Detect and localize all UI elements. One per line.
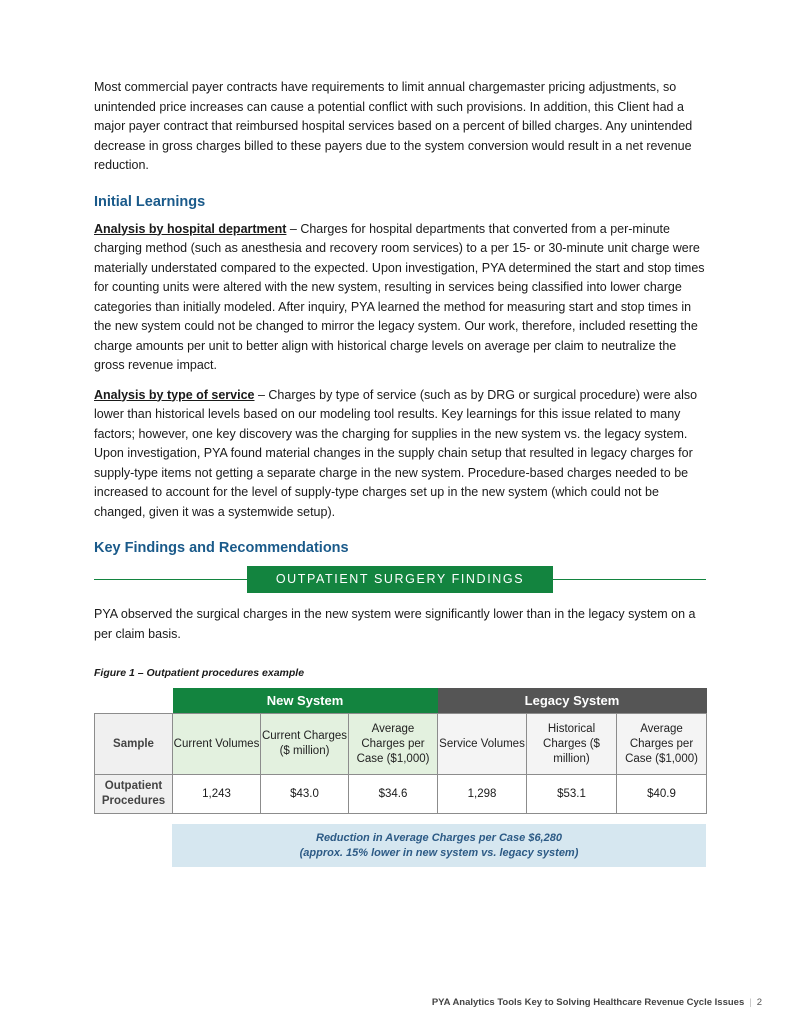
service-volumes-header: Service Volumes [438, 714, 527, 775]
service-analysis-text: – Charges by type of service (such as by DRG or surgical procedure) were also lower than historical levels based on our modeling tool results. Key learnings for this issue related to many factors; however, one key discovery was the charging for supplies in the new system vs. the legacy system. Upon investigation, PYA found material changes in the supply chain setup that resulted in legacy charges for supply-type items not getting a separate charge in the new system. Procedure-based charges needed to be increased to account for the level of supply-type charges set up in the new system (which could not be changed, given it was a systemwide setup). [94, 387, 698, 519]
page-footer [432, 997, 762, 1008]
initial-learnings-heading: Initial Learnings [94, 193, 206, 210]
avg-charges-new-cell: $34.6 [349, 775, 438, 814]
historical-charges-cell: $53.1 [527, 775, 617, 814]
findings-paragraph: PYA observed the surgical charges in the new system were significantly lower than in the legacy system on a per claim basis. [94, 607, 696, 641]
key-findings-heading: Key Findings and Recommendations [94, 540, 349, 556]
reduction-summary-box [172, 824, 706, 867]
table-row [95, 775, 707, 814]
sample-header: Sample [95, 714, 173, 775]
intro-paragraph: Most commercial payer contracts have requirements to limit annual chargemaster pricing adjustments, so unintended price increases can cause a potential conflict with such provisions. In addition, this Client had a major payer contract that reimbursed hospital services based on a percent of billed charges. Any unintended decrease in gross charges billed to these payers due to the system conversion would result in a net revenue reduction. [94, 80, 693, 172]
document-page [94, 78, 706, 867]
row-label: Outpatient Procedures [95, 775, 173, 814]
service-analysis-lead: Analysis by type of service [94, 387, 255, 402]
current-charges-cell: $43.0 [261, 775, 349, 814]
table-group-row [95, 688, 707, 714]
table-corner-blank [95, 688, 173, 714]
current-charges-header: Current Charges ($ million) [261, 714, 349, 775]
current-volumes-cell: 1,243 [173, 775, 261, 814]
service-analysis-paragraph [94, 386, 706, 523]
figure-caption: Figure 1 – Outpatient procedures example [94, 667, 305, 679]
summary-line-2: (approx. 15% lower in new system vs. legacy system) [299, 847, 579, 859]
outpatient-table [94, 688, 707, 814]
department-analysis-paragraph [94, 220, 706, 376]
avg-charges-legacy-cell: $40.9 [617, 775, 707, 814]
new-system-header: New System [173, 688, 438, 714]
legacy-system-header: Legacy System [438, 688, 707, 714]
table-column-header-row [95, 714, 707, 775]
findings-banner [94, 566, 706, 594]
current-volumes-header: Current Volumes [173, 714, 261, 775]
avg-charges-new-header: Average Charges per Case ($1,000) [349, 714, 438, 775]
footer-separator: | [749, 997, 752, 1008]
summary-line-1: Reduction in Average Charges per Case $6,280 [316, 832, 562, 844]
department-analysis-text: – Charges for hospital departments that converted from a per-minute charging method (such as anesthesia and recovery room services) to a per 15- or 30-minute unit charge were materially understated compared to the expected. Upon investigation, PYA determined the start and stop times for counting units were altered with the new system, resulting in services being classified into lower charge categories than initially modeled. After inquiry, PYA learned the method for measuring start and stop times in the new system could not be changed to mirror the legacy system. Our work, therefore, included resetting the charge amounts per unit to better align with historical charge levels on average per claim to neutralize the gross revenue impact. [94, 221, 705, 372]
department-analysis-lead: Analysis by hospital department [94, 221, 287, 236]
service-volumes-cell: 1,298 [438, 775, 527, 814]
avg-charges-legacy-header: Average Charges per Case ($1,000) [617, 714, 707, 775]
footer-title: PYA Analytics Tools Key to Solving Healthcare Revenue Cycle Issues [431, 997, 745, 1008]
page-number: 2 [756, 997, 762, 1008]
historical-charges-header: Historical Charges ($ million) [527, 714, 617, 775]
banner-label: OUTPATIENT SURGERY FINDINGS [247, 566, 553, 593]
